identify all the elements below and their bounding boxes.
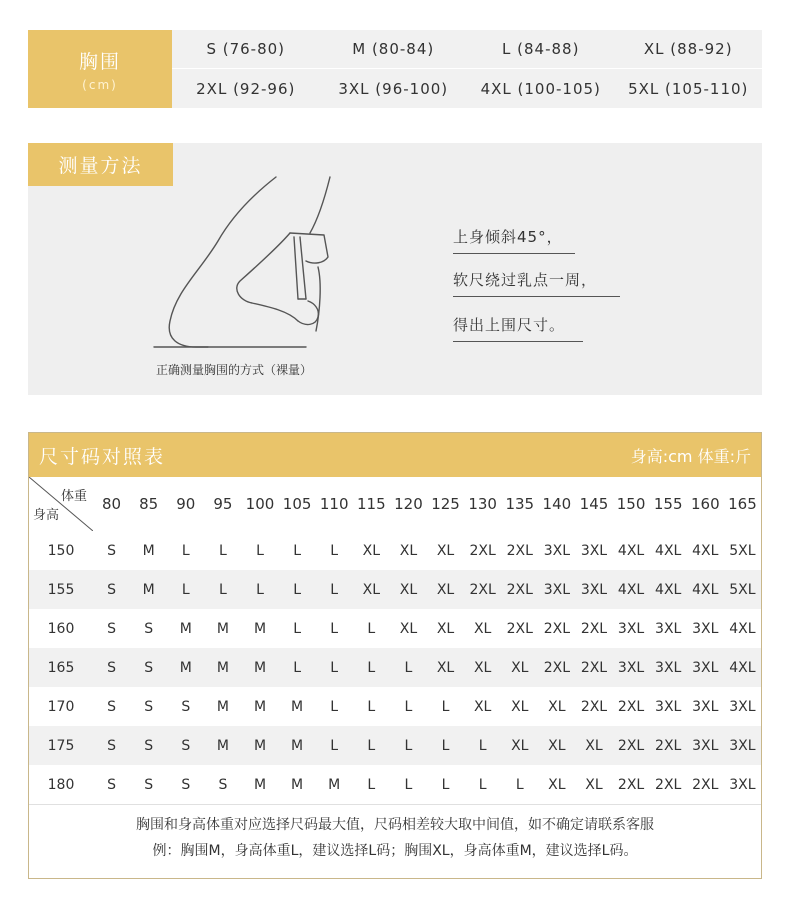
size-row: [29, 609, 761, 648]
size-cell: 2XL: [538, 648, 575, 687]
bust-size-cell: 2XL (92-96): [196, 79, 296, 98]
size-cell: 3XL: [655, 620, 682, 637]
size-cell: L: [367, 698, 376, 715]
size-cell: S: [144, 620, 154, 637]
size-cell: M: [279, 726, 316, 765]
size-cell: 2XL: [501, 570, 538, 609]
size-cell: XL: [436, 542, 455, 559]
size-row: [29, 765, 761, 804]
bust-header: [28, 30, 172, 108]
bust-size-cell: L (84-88): [467, 30, 615, 69]
height-cell: 175: [29, 726, 93, 765]
measure-caption: 正确测量胸围的方式（裸量）: [156, 363, 313, 377]
size-note: 胸围和身高体重对应选择尺码最大值，尺码相差较大取中间值，如不确定请联系客服: [136, 816, 654, 833]
size-cell: L: [441, 698, 450, 715]
size-cell: L: [353, 726, 390, 765]
size-cell: L: [404, 776, 413, 793]
size-cell: 2XL: [464, 570, 501, 609]
size-cell: 4XL: [724, 648, 761, 687]
weight-header-cell: 80: [102, 495, 122, 513]
weight-header-cell: 160: [690, 495, 720, 513]
size-cell: L: [427, 726, 464, 765]
size-cell: L: [316, 648, 353, 687]
size-cell: S: [144, 698, 154, 715]
size-cell: XL: [399, 542, 418, 559]
size-cell: 2XL: [617, 698, 645, 715]
bust-size-cell: S (76-80): [172, 30, 320, 69]
size-cell: M: [241, 726, 278, 765]
size-chart-title: 尺寸码对照表: [39, 445, 166, 468]
weight-header-cell: 115: [357, 495, 386, 513]
weight-header-cell: 150: [616, 495, 646, 513]
size-cell: XL: [585, 776, 603, 793]
size-cell: 4XL: [729, 620, 756, 637]
bust-title: 胸围: [78, 50, 121, 73]
size-cell: 2XL: [650, 726, 687, 765]
size-cell: 3XL: [613, 648, 650, 687]
size-cell: XL: [501, 726, 538, 765]
size-cell: L: [218, 542, 227, 559]
size-note: 例：胸围M，身高体重L，建议选择L码；胸围XL，身高体重M，建议选择L码。: [152, 842, 638, 859]
measure-step: 得出上围尺寸。: [453, 314, 583, 342]
weight-header-cell: 130: [468, 495, 497, 513]
bust-size-cell: 3XL (96-100): [338, 79, 449, 98]
size-cell: XL: [362, 542, 381, 559]
size-cell: L: [316, 726, 353, 765]
weight-header-cell: 110: [319, 495, 349, 513]
size-cell: L: [390, 648, 427, 687]
bust-size-cell: M (80-84): [320, 30, 468, 69]
size-cell: S: [144, 776, 154, 793]
size-cell: 3XL: [692, 620, 719, 637]
size-chart-units: 身高:cm 体重:斤: [630, 446, 751, 466]
size-cell: XL: [548, 698, 566, 715]
size-cell: M: [167, 648, 204, 687]
size-cell: 3XL: [655, 698, 682, 715]
weight-header-cell: 85: [139, 495, 159, 513]
size-cell: 2XL: [692, 776, 719, 793]
size-chart-header: [29, 433, 761, 477]
size-cell: L: [279, 648, 316, 687]
size-cell: L: [241, 570, 278, 609]
size-cell: S: [107, 542, 116, 559]
size-cell: L: [279, 570, 316, 609]
corner-weight-label: 体重: [60, 489, 87, 504]
size-row: [29, 687, 761, 726]
size-cell: 3XL: [729, 698, 756, 715]
size-cell: L: [330, 698, 339, 715]
size-chart: [28, 432, 762, 879]
size-grid: [29, 477, 761, 804]
size-cell: 5XL: [724, 570, 761, 609]
size-row: [29, 570, 761, 609]
size-cell: S: [130, 648, 167, 687]
size-cell: 4XL: [617, 542, 645, 559]
size-cell: M: [253, 620, 267, 637]
size-cell: 4XL: [687, 570, 724, 609]
size-cell: L: [204, 570, 241, 609]
bust-size-cell: 5XL (105-110): [628, 79, 749, 98]
size-cell: 2XL: [543, 620, 571, 637]
measure-step: 上身倾斜45°，: [453, 226, 575, 254]
bust-unit: (cm): [82, 77, 118, 92]
size-cell: 4XL: [692, 542, 719, 559]
size-cell: S: [93, 570, 130, 609]
weight-header-cell: 140: [542, 495, 572, 513]
size-cell: 2XL: [655, 776, 682, 793]
size-cell: M: [142, 542, 155, 559]
size-cell: XL: [390, 570, 427, 609]
size-cell: M: [179, 620, 192, 637]
size-cell: 3XL: [617, 620, 645, 637]
size-cell: XL: [427, 648, 464, 687]
size-cell: 4XL: [613, 570, 650, 609]
size-cell: L: [330, 620, 339, 637]
measure-section: [28, 143, 762, 395]
size-cell: 2XL: [575, 648, 612, 687]
size-cell: 2XL: [469, 542, 496, 559]
size-cell: XL: [548, 776, 566, 793]
size-cell: 2XL: [506, 620, 533, 637]
size-cell: L: [330, 542, 339, 559]
size-cell: L: [367, 776, 376, 793]
size-cell: 3XL: [724, 726, 761, 765]
size-cell: L: [478, 776, 487, 793]
size-cell: 3XL: [575, 570, 612, 609]
size-cell: S: [167, 726, 204, 765]
size-cell: XL: [473, 620, 492, 637]
weight-header-cell: 125: [431, 495, 460, 513]
size-cell: L: [390, 726, 427, 765]
weight-header-cell: 135: [505, 495, 535, 513]
height-cell: 150: [47, 542, 75, 559]
size-cell: 2XL: [506, 542, 533, 559]
size-cell: XL: [436, 620, 455, 637]
measure-figure-illustration: [148, 171, 348, 371]
size-cell: M: [216, 698, 229, 715]
size-cell: S: [181, 776, 191, 793]
size-cell: 2XL: [580, 620, 608, 637]
size-cell: L: [316, 570, 353, 609]
size-cell: M: [328, 776, 341, 793]
size-cell: M: [291, 698, 304, 715]
size-cell: XL: [353, 570, 390, 609]
size-cell: L: [353, 648, 390, 687]
height-cell: 155: [29, 570, 93, 609]
size-cell: 4XL: [650, 570, 687, 609]
size-cell: M: [204, 726, 241, 765]
height-cell: 165: [29, 648, 93, 687]
size-cell: M: [291, 776, 304, 793]
height-cell: 160: [47, 620, 75, 637]
size-cell: 3XL: [580, 542, 608, 559]
weight-header-cell: 155: [653, 495, 683, 513]
weight-header-cell: 120: [394, 495, 423, 513]
size-row: [29, 648, 761, 687]
size-cell: S: [107, 698, 116, 715]
size-cell: L: [293, 620, 301, 637]
size-cell: M: [253, 776, 267, 793]
size-cell: XL: [464, 648, 501, 687]
size-cell: 3XL: [538, 570, 575, 609]
size-cell: M: [204, 648, 241, 687]
size-cell: S: [130, 726, 167, 765]
size-cell: L: [256, 542, 264, 559]
weight-header-cell: 100: [245, 495, 275, 513]
size-cell: L: [441, 776, 450, 793]
size-cell: S: [107, 776, 116, 793]
size-cell: 3XL: [687, 726, 724, 765]
weight-header-cell: 145: [579, 495, 609, 513]
measure-tag: 测量方法: [28, 143, 173, 186]
size-cell: S: [93, 726, 130, 765]
size-cell: S: [218, 776, 228, 793]
size-cell: L: [515, 776, 524, 793]
weight-header-cell: 90: [176, 495, 196, 513]
weight-header-cell: 105: [282, 495, 312, 513]
bust-size-grid: [172, 30, 762, 108]
size-cell: L: [167, 570, 204, 609]
size-notes: [29, 804, 761, 870]
size-cell: 2XL: [617, 776, 645, 793]
size-cell: S: [181, 698, 191, 715]
size-cell: 2XL: [580, 698, 608, 715]
size-cell: XL: [427, 570, 464, 609]
size-cell: XL: [511, 698, 529, 715]
corner-height-label: 身高: [33, 508, 60, 523]
size-cell: 3XL: [687, 648, 724, 687]
size-cell: S: [107, 620, 116, 637]
size-row: [29, 726, 761, 765]
size-cell: L: [464, 726, 501, 765]
height-cell: 170: [47, 698, 75, 715]
corner-cell: [29, 477, 93, 531]
size-cell: 5XL: [729, 542, 756, 559]
bust-size-table: [28, 30, 762, 108]
size-cell: 3XL: [692, 698, 719, 715]
size-cell: M: [216, 620, 229, 637]
weight-header-cell: 165: [728, 495, 757, 513]
size-cell: 3XL: [650, 648, 687, 687]
size-cell: M: [253, 698, 267, 715]
height-cell: 180: [47, 776, 75, 793]
size-cell: L: [181, 542, 190, 559]
weight-header-row: [29, 477, 761, 531]
size-cell: XL: [399, 620, 418, 637]
size-cell: 3XL: [729, 776, 756, 793]
size-cell: XL: [538, 726, 575, 765]
measure-step: 软尺绕过乳点一周，: [453, 269, 620, 297]
size-cell: L: [404, 698, 413, 715]
size-cell: 3XL: [543, 542, 571, 559]
size-cell: L: [293, 542, 301, 559]
size-cell: 4XL: [655, 542, 682, 559]
bust-size-cell: 4XL (100-105): [480, 79, 601, 98]
size-cell: M: [130, 570, 167, 609]
bust-size-cell: XL (88-92): [615, 30, 763, 69]
size-row: [29, 531, 761, 570]
size-cell: XL: [575, 726, 612, 765]
size-cell: XL: [501, 648, 538, 687]
size-cell: XL: [473, 698, 492, 715]
size-cell: L: [367, 620, 376, 637]
size-cell: S: [93, 648, 130, 687]
size-cell: M: [241, 648, 278, 687]
size-cell: 2XL: [613, 726, 650, 765]
weight-header-cell: 95: [213, 495, 233, 513]
